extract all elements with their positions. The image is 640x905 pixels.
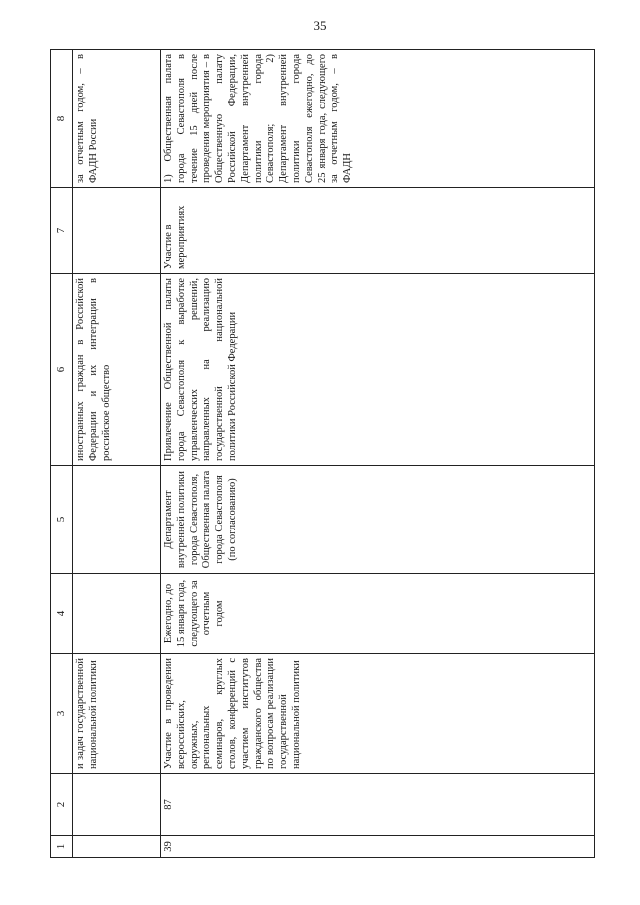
column-header-5: 5 [51,466,73,574]
column-header-6: 6 [51,274,73,466]
cell-number: 39 [161,836,595,858]
table-row-39 [161,50,595,858]
rotated-table-sheet [50,50,595,858]
cell-reporting: 1) Общественная палата города Севастополя в течение 15 дней после проведения мероприятия – в Общественную палату Российской Федерации, Департамент внутренней политики города Севастополя; 2) Департамент внутренней политики города Севастополя ежегодно, до 25 января года, следующего за отчетным годом, – в ФАДН [161,50,595,188]
cell-executors: Департамент внутренней политики города Севастополя, Общественная палата города Севастополя (по согласованию) [161,466,595,574]
cell-measure: Участие в проведении всероссийских, окружных, региональных семинаров, круглых столов, конференций с участием институтов гражданского общества по вопросам реализации государственной национальной политики [161,654,595,774]
cell-indicator [73,188,161,274]
page-number: 35 [313,18,327,33]
cell-deadline [73,574,161,654]
column-header-row [51,50,73,858]
cell-number [73,836,161,858]
column-header-1: 1 [51,836,73,858]
column-header-3: 3 [51,654,73,774]
cell-goal: иностранных граждан в Российской Федерации и их интеграции в российское общество [73,274,161,466]
cell-item: 87 [161,774,595,836]
column-header-7: 7 [51,188,73,274]
cell-item [73,774,161,836]
cell-reporting: за отчетным годом, – в ФАДН России [73,50,161,188]
column-header-4: 4 [51,574,73,654]
cell-measure: и задач государственной национальной политики [73,654,161,774]
cell-executors [73,466,161,574]
column-header-2: 2 [51,774,73,836]
cell-deadline: Ежегодно, до 15 января года, следующего за отчетным годом [161,574,595,654]
column-header-8: 8 [51,50,73,188]
table-row-continuation [73,50,161,858]
cell-goal: Привлечение Общественной палаты города Севастополя к выработке управленческих решений, направленных на реализацию государственной национальной политики Российской Федерации [161,274,595,466]
plan-table [50,49,595,858]
cell-indicator: Участие в мероприятиях [161,188,595,274]
